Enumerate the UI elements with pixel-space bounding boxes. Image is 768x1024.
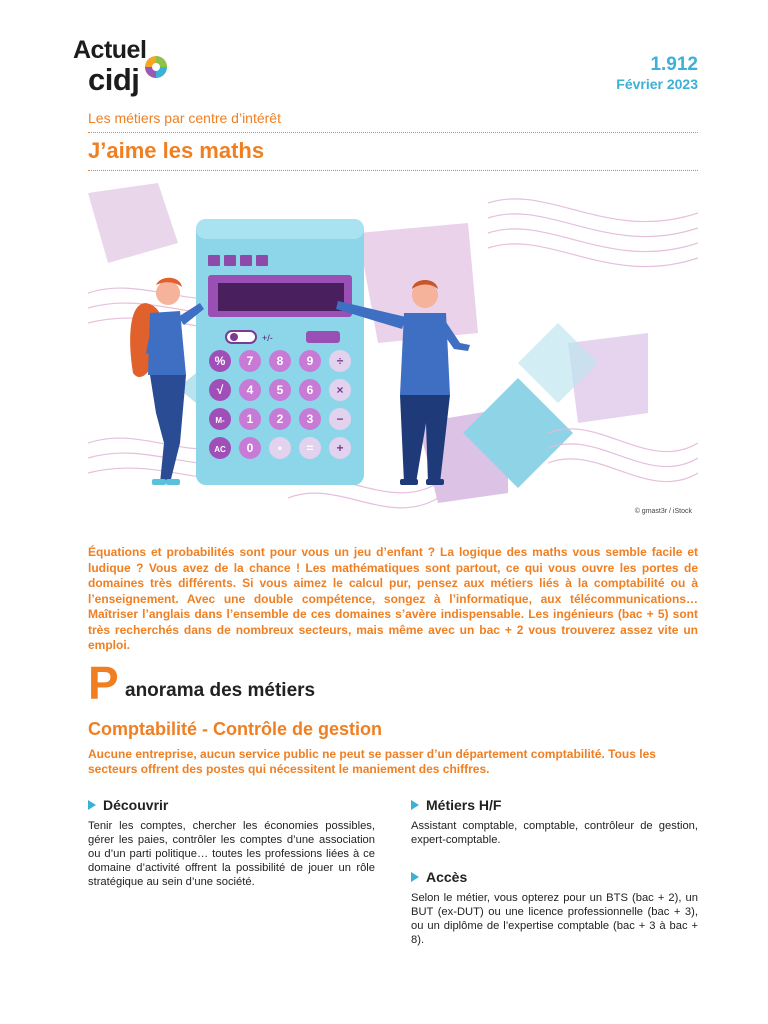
divider bbox=[88, 132, 698, 133]
color-wheel-icon bbox=[144, 55, 168, 79]
subsection-heading: Comptabilité - Contrôle de gestion bbox=[88, 719, 383, 739]
decouvrir-text: Tenir les comptes, chercher les économies possibles, gérer les paies, contrôler les comptes d’une association ou d’un parti politique… toutes les professions liées à ce domaine d’activité offrent la possibilité de jouer un rôle stratégique au sein d’une société. bbox=[88, 820, 375, 888]
acces-heading bbox=[411, 869, 698, 885]
column-decouvrir bbox=[88, 797, 375, 889]
actuel-cidj-logo bbox=[73, 36, 173, 100]
calc-key-label: 3 bbox=[306, 412, 314, 426]
issue-number: 1.912 bbox=[650, 54, 698, 75]
calc-key-label: • bbox=[277, 441, 283, 455]
calc-key-label: 0 bbox=[246, 441, 254, 455]
acces-title: Accès bbox=[426, 869, 468, 885]
section-title-text: anorama des métiers bbox=[125, 680, 316, 701]
bullet-triangle-icon bbox=[411, 800, 419, 810]
intro-paragraph: Équations et probabilités sont pour vous un jeu d’enfant ? La logique des maths vous semble facile et ludique ? Vous avez de la chance ! Les mathématiques sont partout, ce qui vous ouvre les portes de domaines très différents. Si vous aimez le calcul pur, pensez aux métiers liés à la comptabilité ou à l’enseignement. Avec une double compétence, songez à l’informatique, aux télécommunications… Maîtriser l’anglais dans l’ensemble de ces domaines s’avère indispensable. Les ingénieurs (bac + 5) sont très recherchés dans de nombreux secteurs, mais même avec un bac + 2 vous trouverez assez vite un emploi. bbox=[88, 545, 698, 652]
calc-key-label: M- bbox=[215, 416, 225, 425]
page-title: J’aime les maths bbox=[88, 138, 265, 163]
calc-key-label: 9 bbox=[306, 354, 314, 368]
calc-key-label: 4 bbox=[246, 383, 254, 397]
calc-key-label: 8 bbox=[276, 354, 284, 368]
calculator-illustration bbox=[88, 183, 698, 517]
calc-key-label: 7 bbox=[246, 354, 254, 368]
metiers-title: Métiers H/F bbox=[426, 797, 502, 813]
issue-info bbox=[616, 54, 698, 92]
calc-key-label: 1 bbox=[246, 412, 254, 426]
logo-text-cidj: cidj bbox=[88, 62, 140, 97]
image-credit: © gmast3r / iStock bbox=[634, 508, 692, 515]
metiers-heading bbox=[411, 797, 698, 813]
calc-key-label: √ bbox=[216, 383, 224, 397]
decouvrir-heading bbox=[88, 797, 375, 813]
drop-cap: P bbox=[88, 657, 119, 709]
decouvrir-title: Découvrir bbox=[103, 797, 169, 813]
column-metiers-acces bbox=[411, 797, 698, 947]
issue-date: Février 2023 bbox=[616, 76, 698, 92]
calc-key-label: % bbox=[214, 354, 226, 368]
subsection-intro: Aucune entreprise, aucun service public ne peut se passer d’un département comptabilité. Tous les secteurs offrent des postes qui nécessitent le maniement des chiffres. bbox=[88, 747, 656, 776]
calc-key-label: + bbox=[336, 441, 344, 455]
calc-key-label: 6 bbox=[306, 383, 314, 397]
divider bbox=[88, 170, 698, 171]
calc-key-label: 2 bbox=[276, 412, 284, 426]
bullet-triangle-icon bbox=[411, 872, 419, 882]
calc-key-label: 5 bbox=[276, 383, 284, 397]
category-label: Les métiers par centre d’intérêt bbox=[88, 110, 281, 126]
calc-sign-key: +/- bbox=[262, 333, 273, 343]
acces-text: Selon le métier, vous opterez pour un BTS (bac + 2), un BUT (ex-DUT) ou une licence professionnelle (bac + 3), ou un diplôme de l’expertise comptable (bac + 3 à bac + 8). bbox=[411, 892, 698, 946]
logo-text-actuel: Actuel bbox=[73, 36, 147, 64]
calc-key-label: × bbox=[336, 383, 344, 397]
metiers-text: Assistant comptable, comptable, contrôleur de gestion, expert-comptable. bbox=[411, 820, 698, 846]
calc-key-label: = bbox=[306, 441, 314, 455]
calc-key-label: ÷ bbox=[336, 354, 344, 368]
hero-illustration bbox=[88, 183, 698, 517]
bullet-triangle-icon bbox=[88, 800, 96, 810]
calc-key-label: − bbox=[336, 412, 344, 426]
calc-key-label: AC bbox=[214, 445, 226, 454]
